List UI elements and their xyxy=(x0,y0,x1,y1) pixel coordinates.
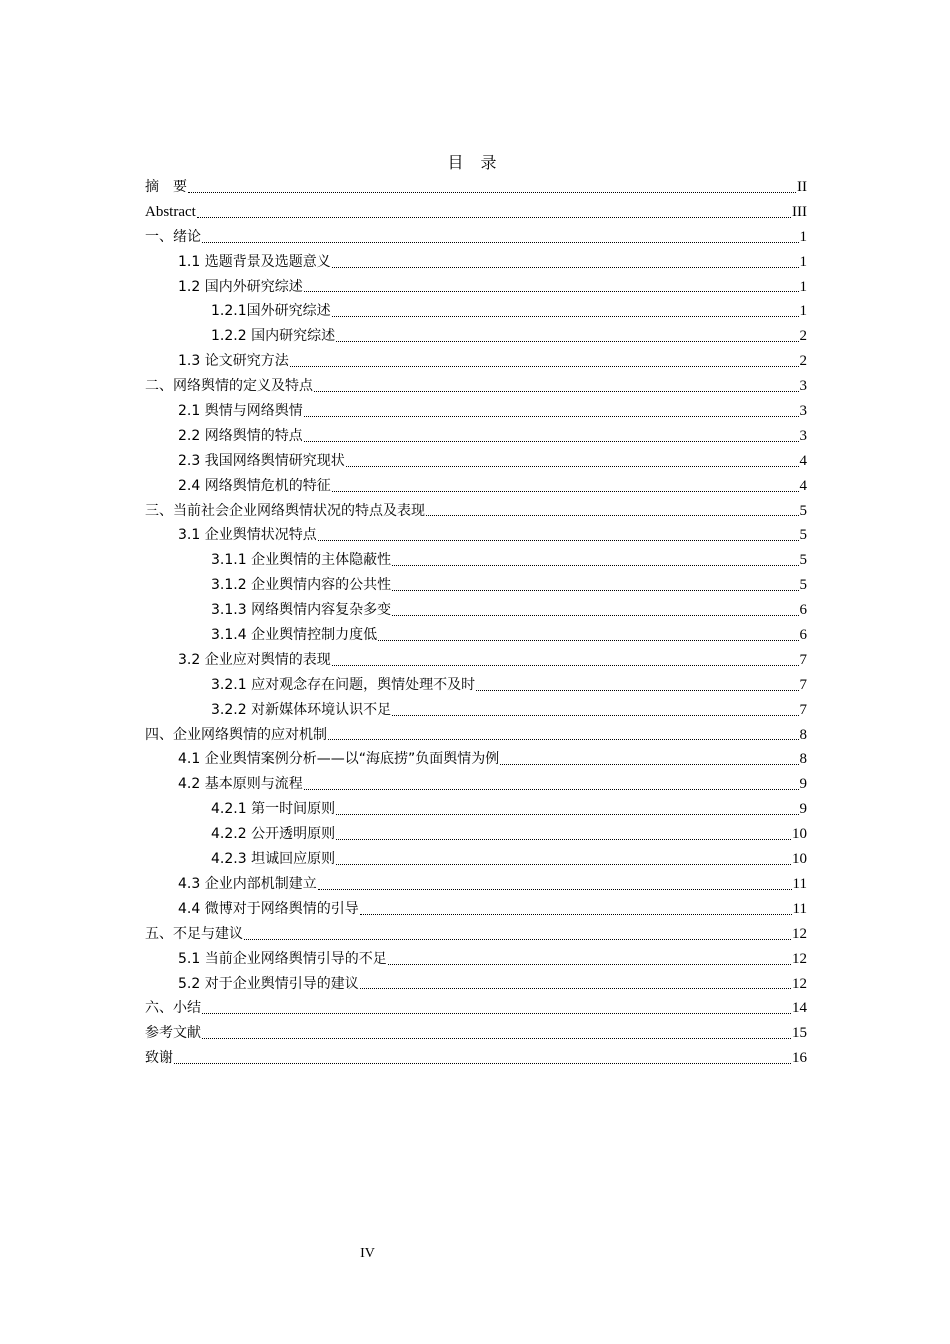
toc-entry[interactable] xyxy=(145,299,807,324)
toc-entry[interactable] xyxy=(145,648,807,673)
toc-entry-label: 4.2.1 第一时间原则 xyxy=(211,801,336,818)
dot-leader xyxy=(304,415,799,417)
dot-leader xyxy=(174,1062,791,1064)
toc-entry-label: 3.2.1 应对观念存在问题，舆情处理不及时 xyxy=(211,676,476,693)
toc-entry-page: 3 xyxy=(799,378,807,395)
dot-leader xyxy=(360,913,792,915)
toc-entry-page: 3 xyxy=(799,427,807,444)
toc-entry-label: 1.2.2 国内研究综述 xyxy=(211,328,336,345)
toc-entry-label: 2.1 舆情与网络舆情 xyxy=(178,403,303,420)
dot-leader xyxy=(332,664,799,666)
dot-leader xyxy=(244,938,791,940)
toc-entry[interactable] xyxy=(145,424,807,449)
dot-leader xyxy=(336,838,791,840)
toc-entry[interactable] xyxy=(145,324,807,349)
toc-entry-page: 7 xyxy=(799,676,807,693)
dot-leader xyxy=(360,987,791,989)
toc-entry-page: 5 xyxy=(799,502,807,519)
toc-entry[interactable] xyxy=(145,772,807,797)
toc-entry[interactable] xyxy=(145,922,807,947)
toc-entry-page: 5 xyxy=(799,577,807,594)
toc-entry[interactable] xyxy=(145,797,807,822)
toc-entry-page: 8 xyxy=(799,751,807,768)
dot-leader xyxy=(332,315,799,317)
toc-entry-label: 1.2.1国外研究综述 xyxy=(211,303,331,320)
toc-entry-page: 1 xyxy=(799,303,807,320)
dot-leader xyxy=(336,863,791,865)
toc-entry-label: 摘 要 xyxy=(145,179,187,195)
dot-leader xyxy=(318,888,792,890)
toc-entry-page: 4 xyxy=(799,452,807,469)
toc-entry-label: 2.3 我国网络舆情研究现状 xyxy=(178,452,345,469)
toc-entry[interactable] xyxy=(145,275,807,300)
toc-entry-label: 5.1 当前企业网络舆情引导的不足 xyxy=(178,950,387,967)
toc-entry[interactable] xyxy=(145,996,807,1021)
toc-entry-label: 3.1.4 企业舆情控制力度低 xyxy=(211,627,378,644)
toc-title: 目 录 xyxy=(447,153,503,172)
toc-entry-label: 六、小结 xyxy=(145,1000,201,1017)
toc-entry[interactable] xyxy=(145,225,807,250)
toc-entry-label: 3.1.1 企业舆情的主体隐蔽性 xyxy=(211,552,392,569)
toc-entry-page: 1 xyxy=(799,228,807,245)
dot-leader xyxy=(188,191,796,193)
dot-leader xyxy=(378,639,798,641)
toc-entry[interactable] xyxy=(145,872,807,897)
toc-entry[interactable] xyxy=(145,598,807,623)
toc-entry[interactable] xyxy=(145,1046,807,1071)
toc-entry[interactable] xyxy=(145,200,807,225)
toc-entry-label: 4.2.2 公开透明原则 xyxy=(211,826,336,843)
toc-entry-page: 11 xyxy=(792,875,807,892)
toc-entry-label: 二、网络舆情的定义及特点 xyxy=(145,378,313,395)
toc-entry[interactable] xyxy=(145,847,807,872)
toc-entry[interactable] xyxy=(145,399,807,424)
page-number: IV xyxy=(360,1246,375,1261)
toc-entry-label: 致谢 xyxy=(145,1050,173,1067)
toc-entry-page: 14 xyxy=(792,1000,807,1017)
table-of-contents xyxy=(145,175,807,1071)
dot-leader xyxy=(332,266,799,268)
dot-leader xyxy=(476,689,798,691)
toc-entry-page: 12 xyxy=(792,925,807,942)
toc-entry-label: 3.1.3 网络舆情内容复杂多变 xyxy=(211,602,392,619)
toc-entry-label: 一、绪论 xyxy=(145,228,201,245)
toc-entry-label: 五、不足与建议 xyxy=(145,925,243,942)
toc-entry[interactable] xyxy=(145,523,807,548)
toc-entry-page: 2 xyxy=(799,328,807,345)
toc-entry[interactable] xyxy=(145,175,807,200)
toc-entry[interactable] xyxy=(145,474,807,499)
dot-leader xyxy=(197,216,791,218)
toc-entry[interactable] xyxy=(145,573,807,598)
toc-entry-page: 10 xyxy=(792,826,807,843)
toc-entry[interactable] xyxy=(145,499,807,524)
toc-entry-label: 1.1 选题背景及选题意义 xyxy=(178,253,331,270)
toc-entry[interactable] xyxy=(145,972,807,997)
toc-entry-page: 5 xyxy=(799,552,807,569)
toc-entry-page: 6 xyxy=(799,602,807,619)
toc-entry[interactable] xyxy=(145,250,807,275)
toc-entry-label: 3.2.2 对新媒体环境认识不足 xyxy=(211,701,392,718)
toc-entry-label: 3.2 企业应对舆情的表现 xyxy=(178,651,331,668)
toc-entry-label: 1.3 论文研究方法 xyxy=(178,353,289,370)
dot-leader xyxy=(290,365,799,367)
toc-entry[interactable] xyxy=(145,1021,807,1046)
dot-leader xyxy=(336,340,798,342)
toc-entry[interactable] xyxy=(145,349,807,374)
toc-entry-page: 3 xyxy=(799,403,807,420)
dot-leader xyxy=(346,465,799,467)
toc-entry-label: 4.2.3 坦诚回应原则 xyxy=(211,851,336,868)
toc-entry-page: 9 xyxy=(799,801,807,818)
dot-leader xyxy=(304,290,799,292)
toc-entry-page: 10 xyxy=(792,851,807,868)
toc-entry-page: 4 xyxy=(799,477,807,494)
toc-entry[interactable] xyxy=(145,623,807,648)
toc-entry-page: 1 xyxy=(799,278,807,295)
toc-entry-label: Abstract xyxy=(145,203,196,220)
toc-entry-label: 3.1.2 企业舆情内容的公共性 xyxy=(211,577,392,594)
dot-leader xyxy=(318,539,799,541)
toc-entry-label: 4.3 企业内部机制建立 xyxy=(178,875,317,892)
toc-entry[interactable] xyxy=(145,747,807,772)
dot-leader xyxy=(328,738,799,740)
toc-entry[interactable] xyxy=(145,897,807,922)
toc-entry[interactable] xyxy=(145,673,807,698)
toc-entry-page: 2 xyxy=(799,353,807,370)
dot-leader xyxy=(304,440,799,442)
toc-entry-page: 7 xyxy=(799,701,807,718)
dot-leader xyxy=(426,514,799,516)
toc-entry-page: 6 xyxy=(799,627,807,644)
toc-entry-label: 4.4 微博对于网络舆情的引导 xyxy=(178,900,359,917)
dot-leader xyxy=(304,788,799,790)
toc-entry-page: 7 xyxy=(799,651,807,668)
toc-entry-page: 16 xyxy=(792,1050,807,1067)
toc-entry[interactable] xyxy=(145,947,807,972)
dot-leader xyxy=(392,564,798,566)
dot-leader xyxy=(202,1012,791,1014)
toc-entry[interactable] xyxy=(145,374,807,399)
toc-entry-label: 4.2 基本原则与流程 xyxy=(178,776,303,793)
toc-entry-page: 15 xyxy=(792,1025,807,1042)
toc-entry-label: 5.2 对于企业舆情引导的建议 xyxy=(178,975,359,992)
toc-entry-label: 2.4 网络舆情危机的特征 xyxy=(178,477,331,494)
toc-entry-page: 12 xyxy=(792,975,807,992)
toc-entry-label: 四、企业网络舆情的应对机制 xyxy=(145,726,327,743)
dot-leader xyxy=(202,1037,791,1039)
dot-leader xyxy=(314,390,799,392)
toc-entry-page: 1 xyxy=(799,253,807,270)
dot-leader xyxy=(388,963,791,965)
toc-entry-page: II xyxy=(797,179,807,195)
toc-entry-page: 5 xyxy=(799,527,807,544)
dot-leader xyxy=(500,763,798,765)
toc-entry-label: 2.2 网络舆情的特点 xyxy=(178,427,303,444)
toc-entry-page: 11 xyxy=(792,900,807,917)
toc-entry-label: 参考文献 xyxy=(145,1025,201,1042)
toc-entry-page: 12 xyxy=(792,950,807,967)
toc-entry[interactable] xyxy=(145,822,807,847)
toc-entry-label: 三、当前社会企业网络舆情状况的特点及表现 xyxy=(145,502,425,519)
toc-entry-page: 9 xyxy=(799,776,807,793)
toc-entry-label: 3.1 企业舆情状况特点 xyxy=(178,527,317,544)
toc-entry-label: 1.2 国内外研究综述 xyxy=(178,278,303,295)
dot-leader xyxy=(332,490,799,492)
dot-leader xyxy=(336,813,798,815)
toc-entry[interactable] xyxy=(145,698,807,723)
toc-entry-page: III xyxy=(792,203,807,220)
toc-entry[interactable] xyxy=(145,449,807,474)
toc-entry[interactable] xyxy=(145,723,807,748)
dot-leader xyxy=(392,589,798,591)
toc-entry-label: 4.1 企业舆情案例分析——以“海底捞”负面舆情为例 xyxy=(178,751,500,768)
toc-entry[interactable] xyxy=(145,548,807,573)
toc-entry-page: 8 xyxy=(799,726,807,743)
dot-leader xyxy=(392,714,798,716)
dot-leader xyxy=(392,614,798,616)
dot-leader xyxy=(202,241,799,243)
